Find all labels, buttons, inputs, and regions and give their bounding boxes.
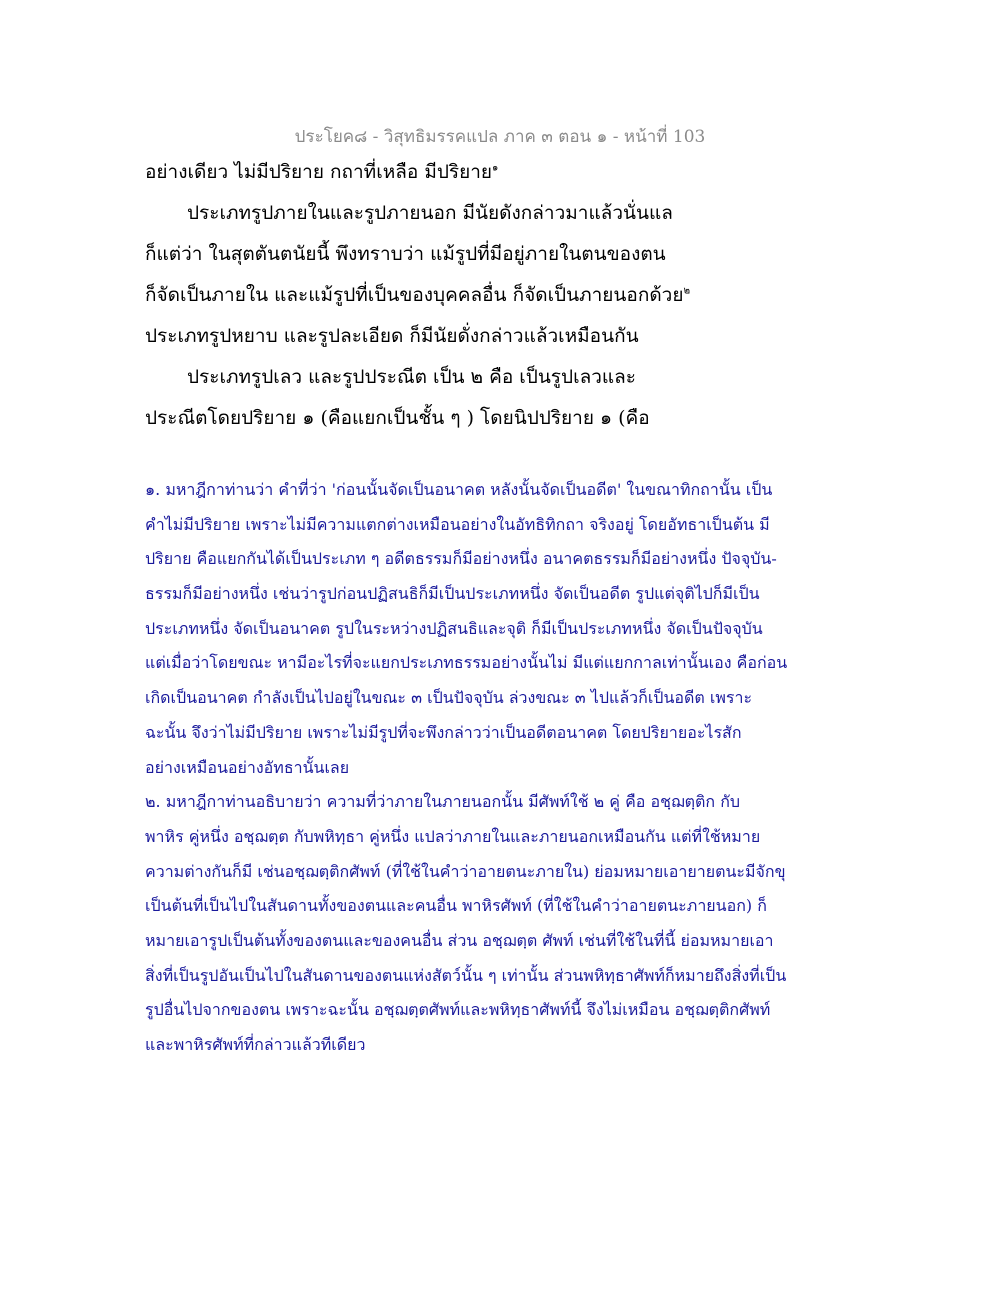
footnotes: [145, 476, 845, 1066]
footnote-line: อย่างเหมือนอย่างอัทธานั้นเลย: [145, 757, 350, 777]
footnote-line: เป็นต้นที่เป็นไปในสันดานทั้งของตนและคนอื่น พาหิรศัพท์ (ที่ใช้ในคำว่าอายตนะภายนอก) ก็: [145, 896, 767, 916]
footnote-line: ฉะนั้น จึงว่าไม่มีปริยาย เพราะไม่มีรูปที่จะพึงกล่าวว่าเป็นอดีตอนาคต โดยปริยายอะไรสัก: [145, 722, 742, 742]
main-text-line-content: ประเภทรูปเลว และรูปประณีต เป็น ๒ คือ เป็นรูปเลวและ: [187, 366, 636, 388]
main-text-line: [145, 402, 705, 443]
footnote-ref[interactable]: ๑: [492, 162, 499, 174]
main-text-line: [145, 320, 705, 361]
footnote-line: สิ่งที่เป็นรูปอันเป็นไปในสันดานของตนแห่งสัตว์นั้น ๆ เท่านั้น ส่วนพหิทฺธาศัพท์ก็หมายถึงสิ่งที่เป็น: [145, 965, 787, 985]
main-text-line-content: ประเภทรูปภายในและรูปภายนอก มีนัยดังกล่าวมาแล้วนั่นแล: [187, 202, 673, 224]
footnote-ref[interactable]: ๒: [683, 285, 691, 297]
footnote-line: ปริยาย คือแยกกันได้เป็นประเภท ๆ อดีตธรรมก็มีอย่างหนึ่ง อนาคตธรรมก็มีอย่างหนึ่ง ปัจจุบัน-: [145, 549, 777, 569]
main-text-line: [145, 361, 705, 402]
footnote-line: ๒. มหาฎีกาท่านอธิบายว่า ความที่ว่าภายในภายนอกนั้น มีศัพท์ใช้ ๒ คู่ คือ อชฺฌตฺติก กับ: [145, 792, 741, 812]
main-text-line-content: อย่างเดียว ไม่มีปริยาย กถาที่เหลือ มีปริยาย: [145, 161, 493, 183]
main-text-line-content: ก็แต่ว่า ในสุตตันตนัยนี้ พึงทราบว่า แม้รูปที่มีอยู่ภายในตนของตน: [145, 243, 666, 265]
footnote-line: ๑. มหาฎีกาท่านว่า คำที่ว่า 'ก่อนนั้นจัดเป็นอนาคต หลังนั้นจัดเป็นอดีต' ในขณาทิกถานั้น เป็น: [145, 480, 773, 499]
main-text-line-content: ก็จัดเป็นภายใน และแม้รูปที่เป็นของบุคคลอื่น ก็จัดเป็นภายนอกด้วย: [145, 284, 684, 306]
main-text-line: [145, 197, 705, 238]
footnote-line: เกิดเป็นอนาคต กำลังเป็นไปอยู่ในขณะ ๓ เป็นปัจจุบัน ล่วงขณะ ๓ ไปแล้วก็เป็นอดีต เพราะ: [145, 688, 753, 708]
main-text-line: [145, 279, 705, 320]
main-text-line: [145, 156, 705, 197]
footnote-line: รูปอื่นไปจากของตน เพราะฉะนั้น อชฺฌตฺตศัพท์และพหิทฺธาศัพท์นี้ จึงไม่เหมือน อชฺฌตฺติกศัพท์: [145, 1000, 771, 1020]
footnote-line: พาหิร คู่หนึ่ง อชฺฌตฺต กับพหิทฺธา คู่หนึ่ง แปลว่าภายในและภายนอกเหมือนกัน แต่ที่ใช้หมาย: [145, 826, 761, 846]
main-text-line-content: ประเภทรูปหยาบ และรูปละเอียด ก็มีนัยดั่งกล่าวแล้วเหมือนกัน: [145, 325, 639, 347]
main-text-line-content: ประณีตโดยปริยาย ๑ (คือแยกเป็นชั้น ๆ ) โดยนิปปริยาย ๑ (คือ: [145, 407, 650, 429]
footnote-line: ธรรมก็มีอย่างหนึ่ง เช่นว่ารูปก่อนปฏิสนธิก็มีเป็นประเภทหนึ่ง จัดเป็นอดีต รูปแต่จุติไปก็มีเป็น: [145, 584, 760, 604]
footnote-line: ประเภทหนึ่ง จัดเป็นอนาคต รูปในระหว่างปฏิสนธิและจุติ ก็มีเป็นประเภทหนึ่ง จัดเป็นปัจจุบัน: [145, 618, 763, 638]
footnote-line: แต่เมื่อว่าโดยขณะ หามีอะไรที่จะแยกประเภทธรรมอย่างนั้นไม่ มีแต่แยกกาลเท่านั้นเอง คือก่อน: [145, 653, 788, 673]
page-header: ประโยค๘ - วิสุทธิมรรคแปล ภาค ๓ ตอน ๑ - หน้าที่ 103: [294, 127, 706, 147]
footnote-line: และพาหิรศัพท์ที่กล่าวแล้วทีเดียว: [145, 1035, 366, 1054]
main-text-line: [145, 238, 705, 279]
footnote-line: คำไม่มีปริยาย เพราะไม่มีความแตกต่างเหมือนอย่างในอัทธิทิกถา จริงอยู่ โดยอัทธาเป็นต้น มี: [145, 514, 770, 534]
footnote-line: ความต่างกันก็มี เช่นอชฺฌตฺติกศัพท์ (ที่ใช้ในคำว่าอายตนะภายใน) ย่อมหมายเอายายตนะมีจักขุ: [145, 861, 786, 881]
main-text: [145, 156, 705, 443]
footnote-line: หมายเอารูปเป็นต้นทั้งของตนและของคนอื่น ส่วน อชฺฌตฺต ศัพท์ เช่นที่ใช้ในที่นี้ ย่อมหมายเอา: [145, 930, 774, 950]
